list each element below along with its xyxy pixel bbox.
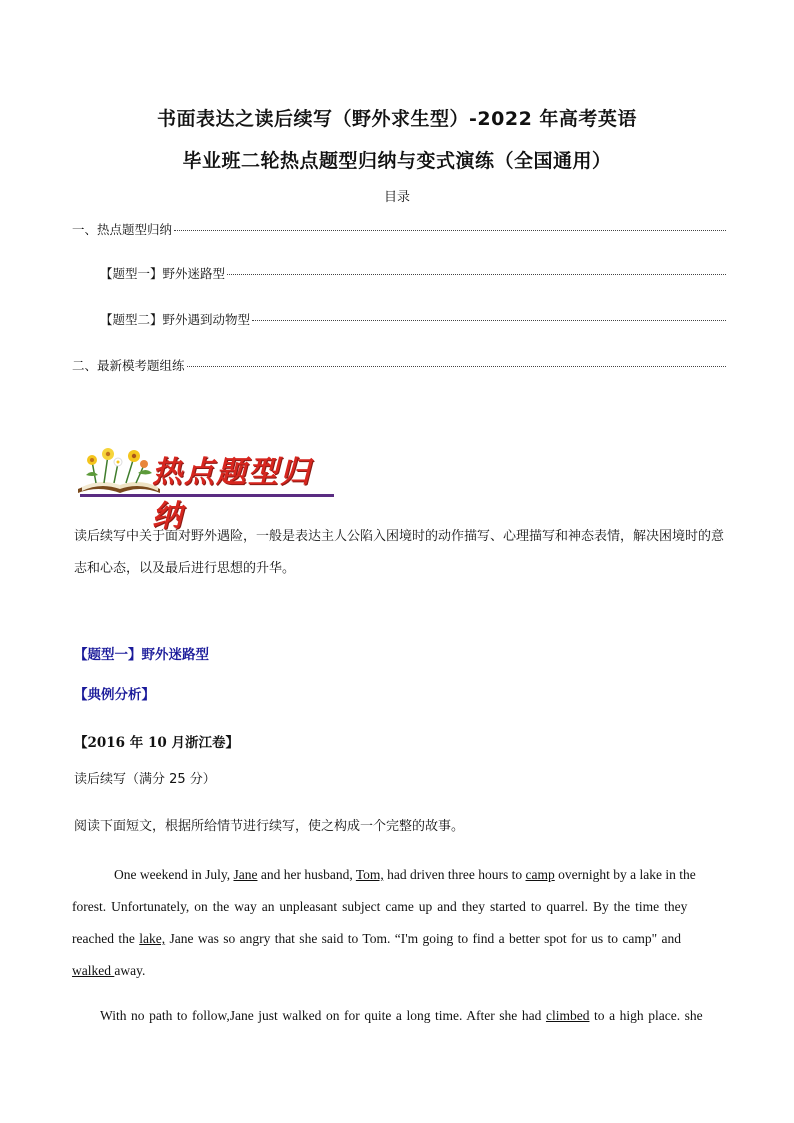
toc-item-label: 二、最新模考题组练 [72,358,185,373]
toc-item-label: 【题型一】野外迷路型 [100,266,226,281]
underlined-word: Tom, [355,867,384,882]
doc-title-line2: 毕业班二轮热点题型归纳与变式演练（全国通用） [182,150,612,172]
underlined-word: Jane [233,867,258,882]
doc-title-line1: 书面表达之读后续写（野外求生型）-2022 年高考英语 [157,108,637,130]
toc-leader [187,365,726,367]
question-type-1-label: 【题型一】野外迷路型 [74,647,209,663]
passage-line: reached the lake, Jane was so angry that she said to Tom. “I'm going to find a better spot for us to camp" and [72,931,681,946]
toc-item-label: 一、热点题型归纳 [72,222,173,237]
toc-item[interactable] [100,264,726,282]
toc-item-label: 【题型二】野外遇到动物型 [100,312,251,327]
example-analysis-label: 【典例分析】 [74,687,155,703]
toc-item[interactable] [72,356,726,374]
passage-line: With no path to follow,Jane just walked on for quite a long time. After she had climbed to a high place. she [100,1008,703,1023]
toc-heading: 目录 [383,190,410,205]
toc-item[interactable] [100,310,726,328]
passage-line: One weekend in July, Jane and her husband, Tom, had driven three hours to camp overnight by a lake in the [114,867,696,882]
task-title: 读后续写（满分 25 分） [74,772,216,787]
passage-line: walked away. [72,963,146,978]
toc-leader [227,273,726,275]
underlined-word: camp [525,867,555,882]
underlined-word: lake, [139,931,166,946]
underlined-word: walked [72,963,115,978]
passage-line: forest. Unfortunately, on the way an unpleasant subject came up and they started to quarrel. By the time they [72,899,688,914]
intro-paragraph: 读后续写中关于面对野外遇险，一般是表达主人公陷入困境时的动作描写、心理描写和神态表情，解决困境时的意志和心态，以及最后进行思想的升华。 [74,529,725,576]
toc-item[interactable] [72,220,726,238]
section-banner [74,443,336,534]
toc-leader [174,229,726,231]
exam-source: 【2016 年 10 月浙江卷】 [74,735,239,751]
banner-title: 热点题型归纳 [152,455,312,534]
underlined-word: climbed [545,1008,590,1023]
task-instruction: 阅读下面短文，根据所给情节进行续写，使之构成一个完整的故事。 [74,819,465,834]
toc-leader [252,319,726,321]
